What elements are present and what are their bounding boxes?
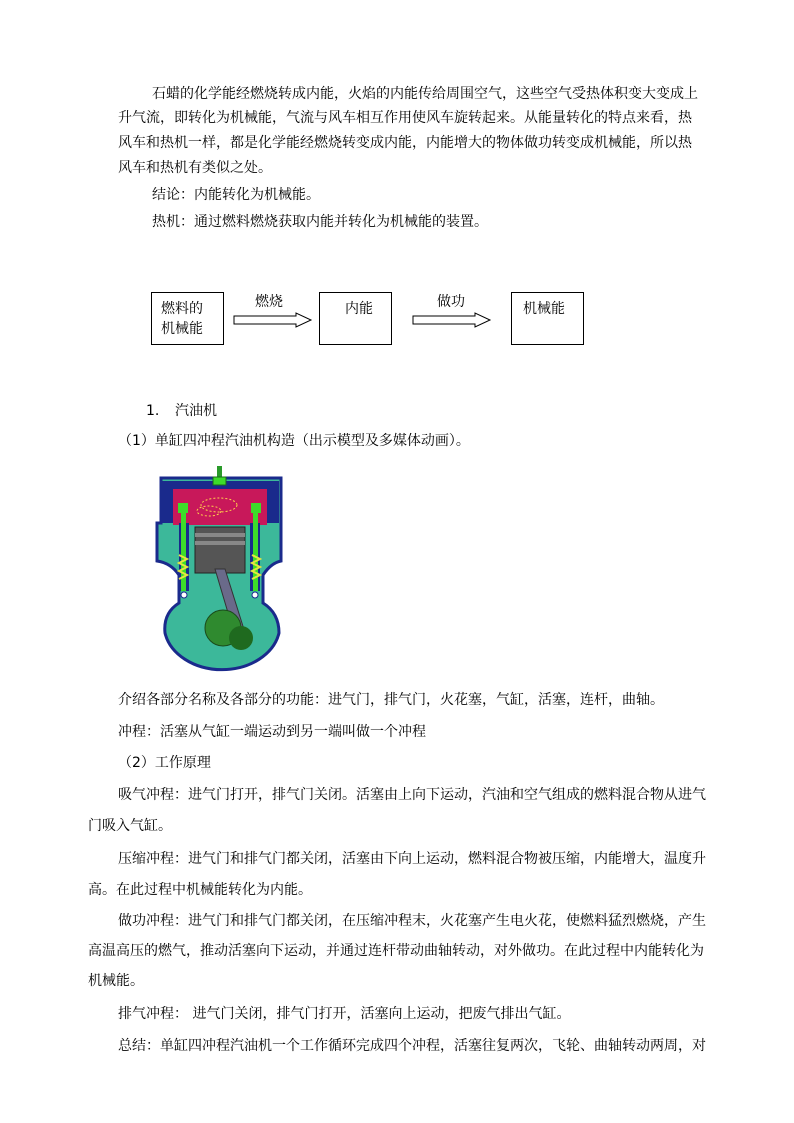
- box-fuel-energy: [151, 292, 224, 345]
- intro-line-4: 风车和热机有类似之处。: [118, 160, 272, 176]
- compression-stroke-line-2: 高。在此过程中机械能转化为内能。: [88, 882, 312, 898]
- power-stroke-line-3: 机械能。: [88, 973, 144, 989]
- box-fuel-line-2: 机械能: [161, 321, 203, 337]
- box-mechanical-energy: [511, 292, 584, 345]
- subsection-principle: （2）工作原理: [118, 755, 211, 771]
- arrow-label-burn: 燃烧: [255, 294, 283, 310]
- box-mechanical-energy-label: 机械能: [523, 301, 565, 317]
- arrow-right-icon: [413, 313, 493, 327]
- box-internal-energy: [319, 292, 392, 345]
- stroke-definition: 冲程：活塞从气缸一端运动到另一端叫做一个冲程: [118, 724, 426, 740]
- arrow-label-work: 做功: [437, 294, 465, 310]
- section-title: 汽油机: [175, 403, 217, 419]
- summary-text: 总结：单缸四冲程汽油机一个工作循环完成四个冲程，活塞往复两次，飞轮、曲轴转动两周，对: [118, 1038, 706, 1054]
- arrow-right-icon: [234, 313, 314, 327]
- intro-line-3: 风车和热机一样，都是化学能经燃烧转变成内能，内能增大的物体做功转变成机械能，所以热: [118, 135, 692, 151]
- compression-stroke-line-1: 压缩冲程：进气门和排气门都关闭，活塞由下向上运动，燃料混合物被压缩，内能增大，温度升: [118, 851, 706, 867]
- intake-stroke-line-1: 吸气冲程：进气门打开，排气门关闭。活塞由上向下运动，汽油和空气组成的燃料混合物从进气: [118, 787, 706, 803]
- box-fuel-line-1: 燃料的: [161, 301, 203, 317]
- subsection-structure: （1）单缸四冲程汽油机构造（出示模型及多媒体动画）。: [118, 433, 470, 449]
- parts-intro: 介绍各部分名称及各部分的功能：进气门，排气门，火花塞，气缸，活塞，连杆，曲轴。: [118, 692, 664, 708]
- power-stroke-line-1: 做功冲程：进气门和排气门都关闭，在压缩冲程末，火花塞产生电火花，使燃料猛烈燃烧，产生: [118, 913, 706, 929]
- intake-stroke-line-2: 门吸入气缸。: [88, 818, 172, 834]
- heat-engine-definition: 热机：通过燃料燃烧获取内能并转化为机械能的装置。: [152, 214, 488, 230]
- box-internal-energy-label: 内能: [345, 301, 373, 317]
- power-stroke-line-2: 高温高压的燃气，推动活塞向下运动，并通过连杆带动曲轴转动，对外做功。在此过程中内能转化为: [88, 943, 704, 959]
- engine-cylinder-illustration: [151, 463, 286, 678]
- intro-line-1: 石蜡的化学能经燃烧转成内能，火焰的内能传给周围空气，这些空气受热体积变大变成上: [152, 86, 698, 102]
- exhaust-stroke: 排气冲程： 进气门关闭，排气门打开，活塞向上运动，把废气排出气缸。: [118, 1006, 571, 1022]
- conclusion-text: 结论：内能转化为机械能。: [152, 187, 320, 203]
- intro-line-2: 升气流，即转化为机械能，气流与风车相互作用使风车旋转起来。从能量转化的特点来看，热: [118, 110, 692, 126]
- section-number: 1.: [146, 403, 160, 419]
